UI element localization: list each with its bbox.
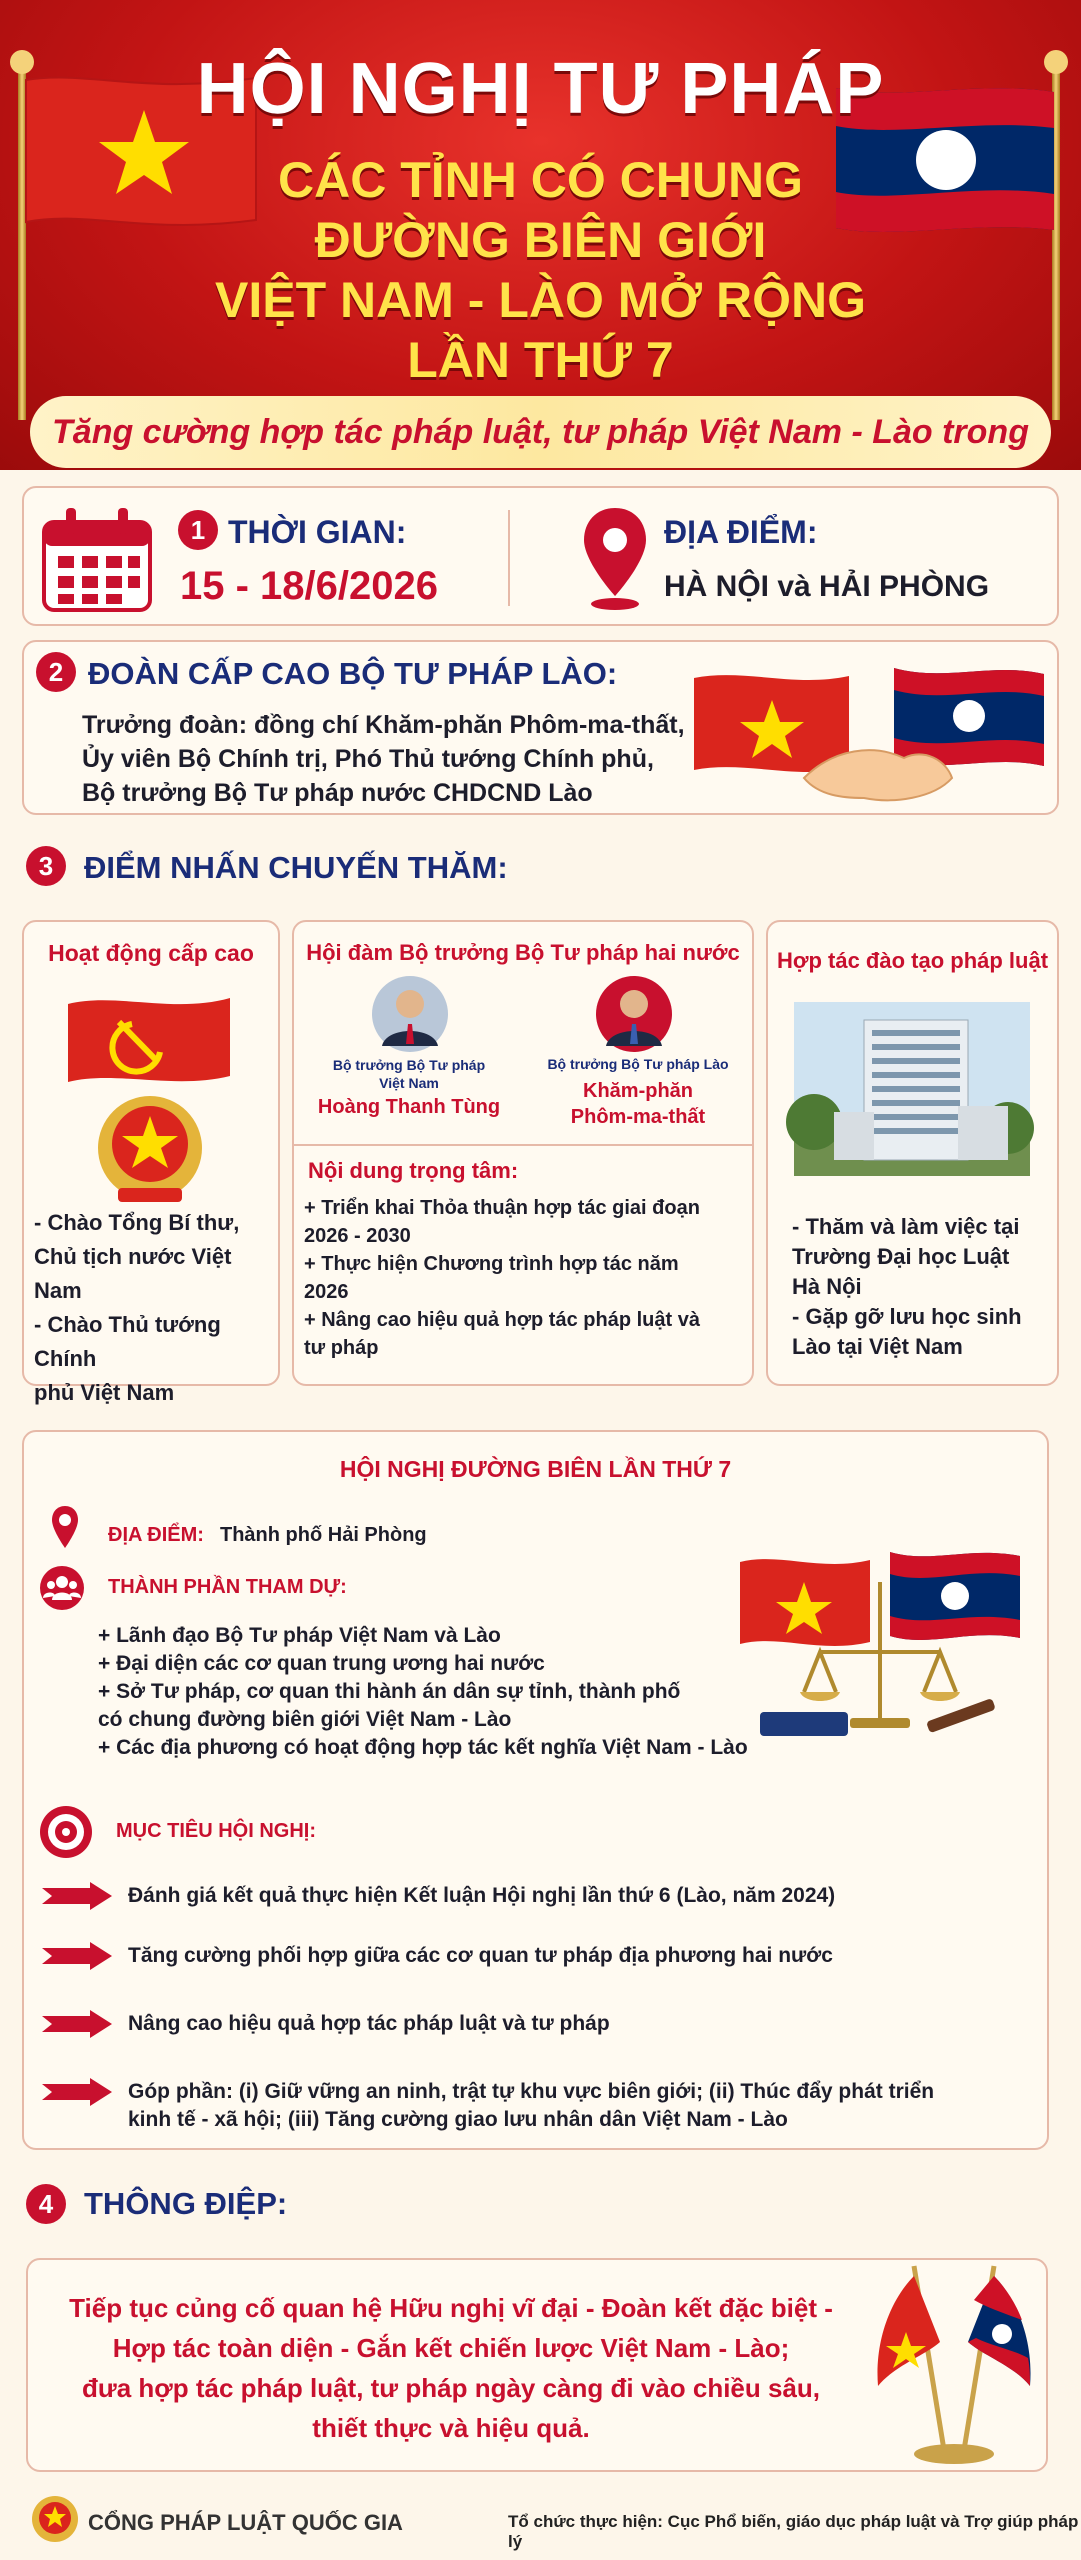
delegation-card — [22, 640, 1059, 815]
portal-logo-icon — [30, 2494, 80, 2544]
page-subtitle: CÁC TỈNH CÓ CHUNG ĐƯỜNG BIÊN GIỚI VIỆT NAM - LÀO MỞ RỘNG LẦN THỨ 7 — [215, 152, 866, 388]
participants-icon — [38, 1564, 86, 1612]
goal-item: Tăng cường phối hợp giữa các cơ quan tư pháp địa phương hai nước — [128, 1944, 833, 1967]
location-pin-small-icon — [50, 1504, 80, 1556]
border-conference-card — [22, 1430, 1049, 2150]
section-number-2: 2 — [36, 652, 76, 692]
section-number-4: 4 — [26, 2184, 66, 2224]
goal-item: Góp phần: (i) Giữ vững an ninh, trật tự khu vực biên giới; (ii) Thúc đẩy phát triển kinh tế - xã hội; (iii) Tăng cường giao lưu nhân dân Việt Nam - Lào — [128, 2080, 935, 2131]
page-title: HỘI NGHỊ TƯ PHÁP — [196, 49, 885, 129]
justice-scale-flags-icon — [730, 1542, 1030, 1742]
arrow-icon — [42, 2078, 112, 2106]
party-flag-icon — [64, 990, 234, 1090]
conference-place-label: ĐỊA ĐIỂM: — [108, 1524, 204, 1546]
focus-title: Nội dung trọng tâm: — [308, 1158, 519, 1183]
focus-details: + Triển khai Thỏa thuận hợp tác giai đoạn 2026 - 2030 + Thực hiện Chương trình hợp tác năm 2026 + Nâng cao hiệu quả hợp tác pháp luật và tư pháp — [304, 1197, 700, 1359]
delegation-heading: ĐOÀN CẤP CAO BỘ TƯ PHÁP LÀO: — [88, 656, 618, 691]
goal-item: Nâng cao hiệu quả hợp tác pháp luật và tư pháp — [128, 2012, 610, 2035]
minister-vn-name: Hoàng Thanh Tùng — [317, 1096, 501, 1118]
arrow-icon — [42, 1942, 112, 1970]
minister-talks-card — [292, 920, 754, 1386]
location-pin-icon — [580, 504, 650, 612]
minister-lao-avatar — [594, 974, 674, 1054]
message-text: Tiếp tục củng cố quan hệ Hữu nghị vĩ đại - Đoàn kết đặc biệt - Hợp tác toàn diện - Gắn kết chiến lược Việt Nam - Lào; đưa hợp tác pháp luật, tư pháp ngày càng đi vào chiều sâu, thiết thực và hiệu quả. — [69, 2293, 833, 2443]
arrow-icon — [42, 2010, 112, 2038]
time-label: THỜI GIAN: — [228, 514, 407, 550]
col1-details: - Chào Tổng Bí thư, Chủ tịch nước Việt Nam - Chào Thủ tướng Chính phủ Việt Nam — [34, 1210, 240, 1405]
highlights-heading: ĐIỂM NHẤN CHUYẾN THĂM: — [84, 850, 508, 885]
minister-vn-avatar — [370, 974, 450, 1054]
national-emblem-icon — [90, 1092, 210, 1210]
section-number-3: 3 — [26, 846, 66, 886]
place-value: HÀ NỘI và HẢI PHÒNG — [664, 570, 990, 603]
handshake-flags-icon — [684, 648, 1054, 810]
conference-place-value: Thành phố Hải Phòng — [220, 1524, 427, 1546]
calendar-icon — [42, 506, 152, 612]
divider — [508, 510, 510, 606]
goal-item: Đánh giá kết quả thực hiện Kết luận Hội nghị lần thứ 6 (Lào, năm 2024) — [128, 1884, 836, 1907]
header-banner — [0, 0, 1081, 470]
time-place-card — [22, 486, 1059, 626]
message-heading: THÔNG ĐIỆP: — [84, 2186, 288, 2221]
portal-name: CỔNG PHÁP LUẬT QUỐC GIA — [88, 2510, 403, 2535]
message-card — [26, 2258, 1048, 2472]
minister-vn-role: Bộ trưởng Bộ Tư pháp Việt Nam — [332, 1057, 486, 1091]
conference-title: HỘI NGHỊ ĐƯỜNG BIÊN LẦN THỨ 7 — [339, 1456, 732, 1482]
minister-lao-name: Khăm-phăn Phôm-ma-thất — [570, 1080, 706, 1128]
col3-details: - Thăm và làm việc tại Trường Đại học Luật Hà Nội - Gặp gỡ lưu học sinh Lào tại Việt Nam — [792, 1214, 1022, 1359]
arrow-icon — [42, 1882, 112, 1910]
high-level-activity-card — [22, 920, 280, 1405]
time-value: 15 - 18/6/2026 — [180, 564, 438, 608]
law-training-card — [766, 920, 1059, 1386]
credit-text: Tổ chức thực hiện: Cục Phổ biến, giáo dục pháp luật và Trợ giúp pháp lý — [508, 2512, 1079, 2551]
participants-list: + Lãnh đạo Bộ Tư pháp Việt Nam và Lào + Đại diện các cơ quan trung ương hai nước + Sở Tư pháp, cơ quan thi hành án dân sự tỉnh, thành phố có chung đường biên giới Việt Nam - Lào + Các địa phương có hoạt động hợp tác kết nghĩa Việt Nam - Lào — [98, 1624, 748, 1759]
minister-lao-role: Bộ trưởng Bộ Tư pháp Lào — [547, 1056, 729, 1072]
section-number-1: 1 — [178, 510, 218, 550]
col2-title: Hội đàm Bộ trưởng Bộ Tư pháp hai nước — [306, 940, 740, 965]
place-label: ĐỊA ĐIỂM: — [664, 514, 818, 550]
participants-label: THÀNH PHẦN THAM DỰ: — [108, 1576, 347, 1598]
delegation-details: Trưởng đoàn: đồng chí Khăm-phăn Phôm-ma-thất, Ủy viên Bộ Chính trị, Phó Thủ tướng Chính phủ, Bộ trưởng Bộ Tư pháp nước CHDCND Lào — [82, 711, 685, 807]
desk-flags-icon — [864, 2246, 1044, 2468]
tagline-bar: Tăng cường hợp tác pháp luật, tư pháp Việt Nam - Lào trong — [30, 396, 1051, 468]
target-icon — [38, 1804, 94, 1860]
col2-divider — [294, 1144, 752, 1146]
university-building-image — [794, 1002, 1030, 1176]
col1-title: Hoạt động cấp cao — [48, 940, 254, 966]
col3-title: Hợp tác đào tạo pháp luật — [776, 948, 1049, 973]
goals-label: MỤC TIÊU HỘI NGHỊ: — [116, 1820, 316, 1842]
